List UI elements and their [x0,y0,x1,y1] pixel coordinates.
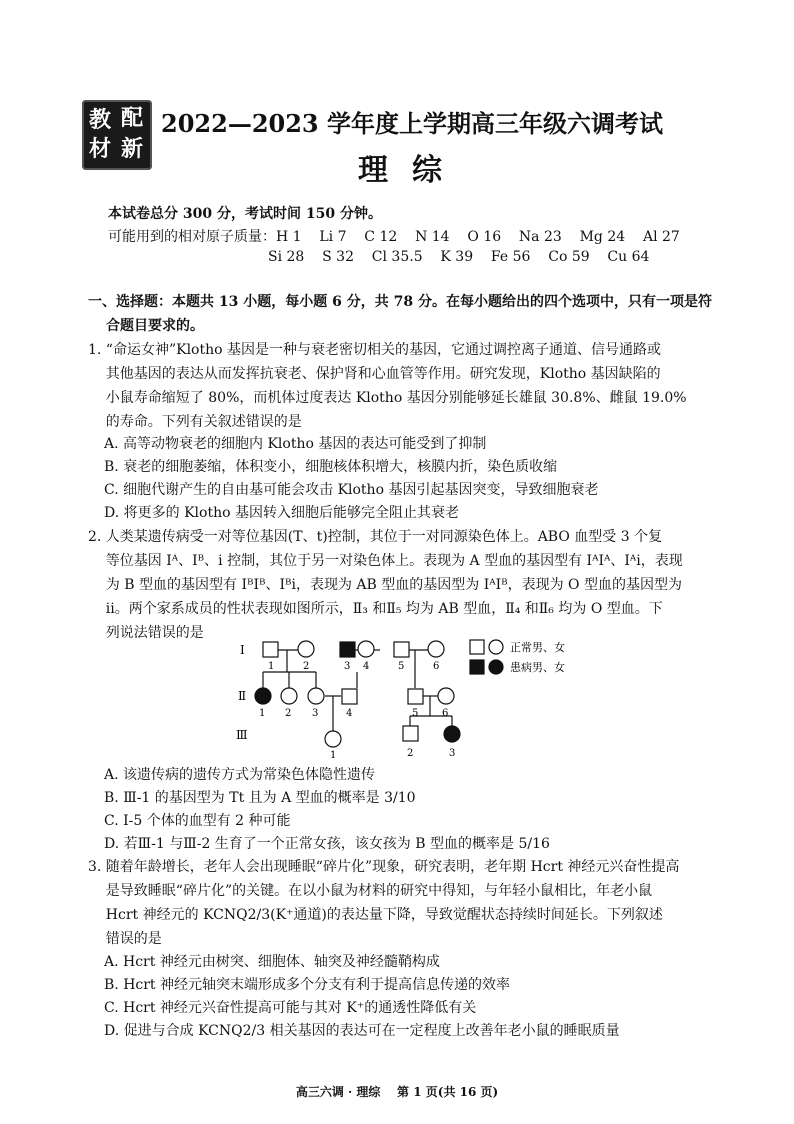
pedigree-chart [230,636,590,760]
pedigree-number: 3 [344,661,351,672]
pedigree-normal-female [438,688,454,704]
pedigree-normal-female [298,641,314,657]
pedigree-number: 5 [412,708,419,719]
pedigree-normal-female [428,641,444,657]
question-line: 其他基因的表达从而发挥抗衰老、保护肾和心血管等作用。研究发现，Klotho 基因缺陷的 [88,366,661,382]
option-c: C. Ⅰ-5 个体的血型有 2 种可能 [104,813,291,829]
pedigree-number: 4 [363,661,370,672]
generation-label: Ⅰ [240,643,245,657]
pedigree-normal-male [342,689,357,704]
pedigree-normal-male [403,726,418,741]
pedigree-normal-female [358,641,374,657]
generation-label: Ⅱ [238,689,247,703]
atomic-mass-line: Si 28 S 32 Cl 35.5 K 39 Fe 56 Co 59 Cu 64 [268,249,650,265]
option-d: D. 若Ⅲ-1 与Ⅲ-2 生育了一个正常女孩，该女孩为 B 型血的概率是 5/16 [104,836,550,852]
option-b: B. Hcrt 神经元轴突末端形成多个分支有利于提高信息传递的效率 [104,977,511,993]
pedigree-number: 5 [398,661,405,672]
question-3 [88,855,728,951]
option-a: A. 高等动物衰老的细胞内 Klotho 基因的表达可能受到了抑制 [104,436,487,452]
pedigree-number: 3 [449,748,456,759]
exam-title: 2022—2023 学年度上学期高三年级六调考试 [161,109,663,138]
option-b: B. Ⅲ-1 的基因型为 Tt 且为 A 型血的概率是 3/10 [104,790,416,806]
legend-normal-male [470,640,484,654]
question-line: 等位基因 Iᴬ、Iᴮ、i 控制，其位于另一对染色体上。表现为 A 型血的基因型有 IᴬIᴬ、Iᴬi，表现 [88,553,683,569]
pedigree-normal-male [394,642,409,657]
question-line: 错误的是 [88,931,162,947]
pedigree-affected-male [340,642,355,657]
pedigree-number: 1 [330,750,337,760]
section-heading-line: 合题目要求的。 [106,318,204,334]
pedigree-number: 6 [442,708,449,719]
pedigree-number: 1 [268,661,275,672]
logo-char: 配 [121,105,144,131]
generation-label: Ⅲ [236,728,248,742]
question-line: 的寿命。下列有关叙述错误的是 [88,414,302,430]
question-line: 1. “命运女神”Klotho 基因是一种与衰老密切相关的基因，它通过调控离子通道、信号通路或 [88,342,662,358]
exam-subject: 理综 [358,153,466,188]
legend-normal-label: 正常男、女 [510,641,565,654]
pedigree-number: 1 [259,708,266,719]
question-line: 2. 人类某遗传病受一对等位基因(T、t)控制，其位于一对同源染色体上。ABO 血型受 3 个复 [88,529,663,545]
option-c: C. Hcrt 神经元兴奋性提高可能与其对 K⁺的通透性降低有关 [104,1000,477,1016]
pedigree-number: 2 [407,748,414,759]
question-line: 为 B 型血的基因型有 IᴮIᴮ、Iᴮi，表现为 AB 型血的基因型为 IᴬIᴮ，表现为 O 型血的基因型为 [88,577,682,593]
pedigree-number: 3 [312,708,319,719]
pedigree-affected-female [444,726,460,742]
logo-char: 材 [89,136,112,162]
pedigree-normal-female [325,731,341,747]
pedigree-normal-female [308,688,324,704]
pedigree-normal-male [408,689,423,704]
pedigree-number: 2 [303,661,310,672]
legend-normal-female [489,640,503,654]
atomic-mass-line: 可能用到的相对原子质量：H 1 Li 7 C 12 N 14 O 16 Na 23 Mg 24 Al 27 [108,229,680,245]
option-d: D. 将更多的 Klotho 基因转入细胞后能够完全阻止其衰老 [104,505,459,521]
pedigree-number: 6 [433,661,440,672]
legend-affected-female [489,660,503,674]
question-line: 是导致睡眠“碎片化”的关键。在以小鼠为材料的研究中得知，与年轻小鼠相比，年老小鼠 [88,883,653,899]
pedigree-number: 2 [285,708,292,719]
option-a: A. Hcrt 神经元由树突、细胞体、轴突及神经髓鞘构成 [104,954,440,970]
question-2 [88,525,728,645]
question-1 [88,338,728,434]
pedigree-number: 4 [346,708,353,719]
question-line: 3. 随着年龄增长，老年人会出现睡眠“碎片化”现象，研究表明，老年期 Hcrt 神经元兴奋性提高 [88,859,680,875]
option-a: A. 该遗传病的遗传方式为常染色体隐性遗传 [104,767,376,783]
question-line: 列说法错误的是 [88,625,204,641]
section-heading [88,290,728,338]
logo-char: 教 [89,107,112,133]
option-c: C. 细胞代谢产生的自由基可能会攻击 Klotho 基因引起基因突变，导致细胞衰老 [104,482,599,498]
legend-affected-male [470,660,484,674]
question-line: 小鼠寿命缩短了 80%，而机体过度表达 Klotho 基因分别能够延长雄鼠 30.8%、雌鼠 19.0% [88,390,687,406]
option-b: B. 衰老的细胞萎缩，体积变小，细胞核体积增大，核膜内折，染色质收缩 [104,459,558,475]
page-footer: 高三六调 · 理综 第 1 页(共 16 页) [295,1085,499,1099]
logo-char: 新 [121,136,144,162]
legend-affected-label: 患病男、女 [510,661,565,674]
question-line: Hcrt 神经元的 KCNQ2/3(K⁺通道)的表达量下降，导致觉醒状态持续时间延长。下列叙述 [88,907,663,923]
exam-info: 本试卷总分 300 分，考试时间 150 分钟。 [108,206,382,222]
pedigree-normal-female [281,688,297,704]
option-d: D. 促进与合成 KCNQ2/3 相关基因的表达可在一定程度上改善年老小鼠的睡眠质量 [104,1023,620,1039]
pedigree-affected-female [255,688,271,704]
section-heading-line: 一、选择题：本题共 13 小题，每小题 6 分，共 78 分。在每小题给出的四个选项中，只有一项是符 [88,294,712,310]
pedigree-normal-male [263,642,278,657]
question-line: ii。两个家系成员的性状表现如图所示，Ⅱ₃ 和Ⅱ₅ 均为 AB 型血，Ⅱ₄ 和Ⅱ₆ 均为 O 型血。下 [88,601,663,617]
